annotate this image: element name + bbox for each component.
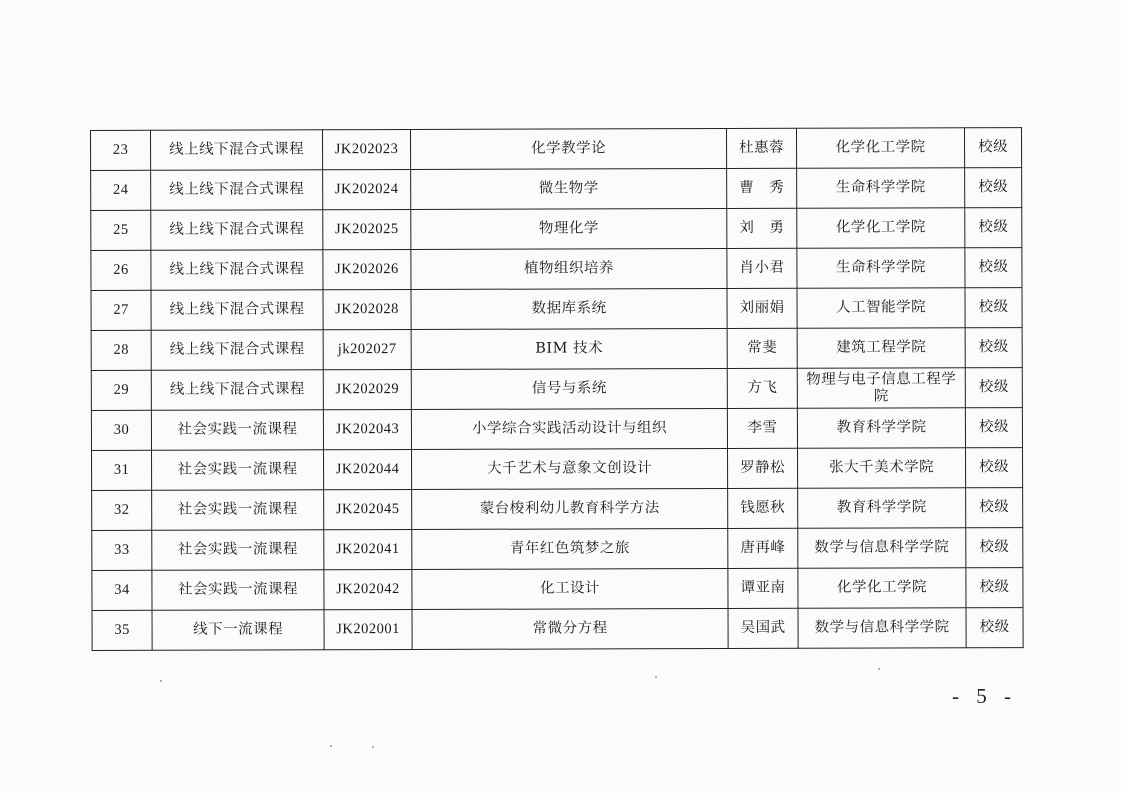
course-leader-cell: 罗静松 (728, 448, 798, 488)
course-leader-cell: 刘丽娟 (727, 288, 797, 328)
row-number-cell: 31 (92, 450, 152, 490)
table-row (91, 248, 1022, 291)
course-code-cell: JK202041 (324, 529, 412, 569)
college-cell: 化学化工学院 (798, 568, 966, 609)
table-row (92, 568, 1023, 611)
course-code-cell: JK202026 (323, 249, 411, 289)
level-cell: 校级 (966, 568, 1023, 608)
course-leader-cell: 常斐 (727, 328, 797, 368)
college-cell: 数学与信息科学学院 (798, 608, 966, 649)
college-cell: 建筑工程学院 (797, 328, 965, 369)
course-leader-cell: 唐再峰 (728, 528, 798, 568)
table-row (91, 208, 1022, 251)
course-code-cell: jk202027 (323, 329, 411, 369)
row-number-cell: 26 (91, 250, 151, 290)
course-name-cell: BIM 技术 (411, 328, 727, 369)
level-cell: 校级 (965, 368, 1022, 408)
college-cell: 化学化工学院 (796, 128, 964, 169)
course-type-cell: 社会实践一流课程 (152, 490, 324, 531)
level-cell: 校级 (965, 288, 1022, 328)
table-row (91, 408, 1022, 451)
table-row (92, 448, 1023, 491)
course-leader-cell: 刘 勇 (727, 208, 797, 248)
course-code-cell: JK202025 (323, 209, 411, 249)
scan-speck (330, 745, 332, 747)
course-type-cell: 线上线下混合式课程 (151, 130, 323, 171)
course-leader-cell: 曹 秀 (727, 168, 797, 208)
table-row (92, 528, 1023, 571)
course-leader-cell: 吴国武 (728, 608, 798, 648)
course-type-cell: 线上线下混合式课程 (151, 250, 323, 291)
table-body (91, 128, 1024, 651)
course-name-cell: 化工设计 (412, 568, 728, 609)
course-name-cell: 植物组织培养 (411, 248, 727, 289)
college-cell: 教育科学学院 (797, 408, 965, 449)
course-code-cell: JK202028 (323, 289, 411, 329)
row-number-cell: 33 (92, 530, 152, 570)
course-type-cell: 线上线下混合式课程 (151, 330, 323, 371)
table-row (91, 128, 1022, 171)
college-cell: 生命科学学院 (797, 248, 965, 289)
course-code-cell: JK202044 (324, 449, 412, 489)
row-number-cell: 32 (92, 490, 152, 530)
course-type-cell: 社会实践一流课程 (152, 450, 324, 491)
level-cell: 校级 (965, 248, 1022, 288)
college-cell: 物理与电子信息工程学院 (797, 368, 965, 409)
course-name-cell: 小学综合实践活动设计与组织 (411, 408, 727, 449)
course-leader-cell: 肖小君 (727, 248, 797, 288)
course-name-cell: 青年红色筑梦之旅 (412, 528, 728, 569)
table-row (91, 368, 1022, 411)
course-code-cell: JK202029 (323, 369, 411, 409)
course-type-cell: 线下一流课程 (152, 610, 324, 651)
course-type-cell: 社会实践一流课程 (152, 570, 324, 611)
level-cell: 校级 (965, 168, 1022, 208)
scan-speck (655, 676, 657, 678)
course-leader-cell: 方飞 (727, 368, 797, 408)
course-code-cell: JK202023 (323, 129, 411, 169)
row-number-cell: 35 (92, 610, 152, 650)
college-cell: 生命科学学院 (797, 168, 965, 209)
table-row (92, 488, 1023, 531)
table-row (91, 328, 1022, 371)
course-code-cell: JK202001 (324, 609, 412, 649)
course-code-cell: JK202024 (323, 169, 411, 209)
level-cell: 校级 (965, 208, 1022, 248)
course-type-cell: 线上线下混合式课程 (151, 170, 323, 211)
row-number-cell: 23 (91, 130, 151, 170)
course-name-cell: 数据库系统 (411, 288, 727, 329)
level-cell: 校级 (966, 448, 1023, 488)
course-leader-cell: 杜惠蓉 (726, 128, 796, 168)
table-row (91, 288, 1022, 331)
level-cell: 校级 (964, 128, 1021, 168)
course-type-cell: 社会实践一流课程 (152, 530, 324, 571)
scan-speck (878, 668, 880, 670)
course-name-cell: 信号与系统 (411, 368, 727, 409)
course-name-cell: 微生物学 (411, 169, 727, 210)
course-type-cell: 线上线下混合式课程 (151, 370, 323, 411)
course-table (90, 127, 1024, 651)
page-number: - 5 - (952, 684, 1017, 708)
course-name-cell: 蒙台梭利幼儿教育科学方法 (412, 488, 728, 529)
scan-speck (160, 680, 162, 682)
course-leader-cell: 李雪 (727, 408, 797, 448)
course-name-cell: 化学教学论 (411, 129, 727, 170)
row-number-cell: 34 (92, 570, 152, 610)
course-name-cell: 常微分方程 (412, 608, 728, 649)
level-cell: 校级 (965, 408, 1022, 448)
row-number-cell: 28 (91, 330, 151, 370)
row-number-cell: 24 (91, 170, 151, 210)
level-cell: 校级 (966, 528, 1023, 568)
course-code-cell: JK202043 (323, 409, 411, 449)
level-cell: 校级 (966, 488, 1023, 528)
college-cell: 教育科学学院 (798, 488, 966, 529)
course-name-cell: 大千艺术与意象文创设计 (412, 448, 728, 489)
course-type-cell: 线上线下混合式课程 (151, 210, 323, 251)
scan-speck (372, 746, 374, 748)
course-type-cell: 社会实践一流课程 (151, 410, 323, 451)
row-number-cell: 27 (91, 290, 151, 330)
course-leader-cell: 钱愿秋 (728, 488, 798, 528)
college-cell: 张大千美术学院 (798, 448, 966, 489)
row-number-cell: 30 (91, 410, 151, 450)
course-leader-cell: 谭亚南 (728, 568, 798, 608)
college-cell: 数学与信息科学学院 (798, 528, 966, 569)
course-code-cell: JK202045 (324, 489, 412, 529)
table-row (92, 608, 1023, 651)
row-number-cell: 25 (91, 210, 151, 250)
table-row (91, 168, 1022, 211)
row-number-cell: 29 (91, 370, 151, 410)
college-cell: 化学化工学院 (797, 208, 965, 249)
college-cell: 人工智能学院 (797, 288, 965, 329)
level-cell: 校级 (966, 608, 1023, 648)
course-name-cell: 物理化学 (411, 208, 727, 249)
course-type-cell: 线上线下混合式课程 (151, 290, 323, 331)
course-code-cell: JK202042 (324, 569, 412, 609)
level-cell: 校级 (965, 328, 1022, 368)
